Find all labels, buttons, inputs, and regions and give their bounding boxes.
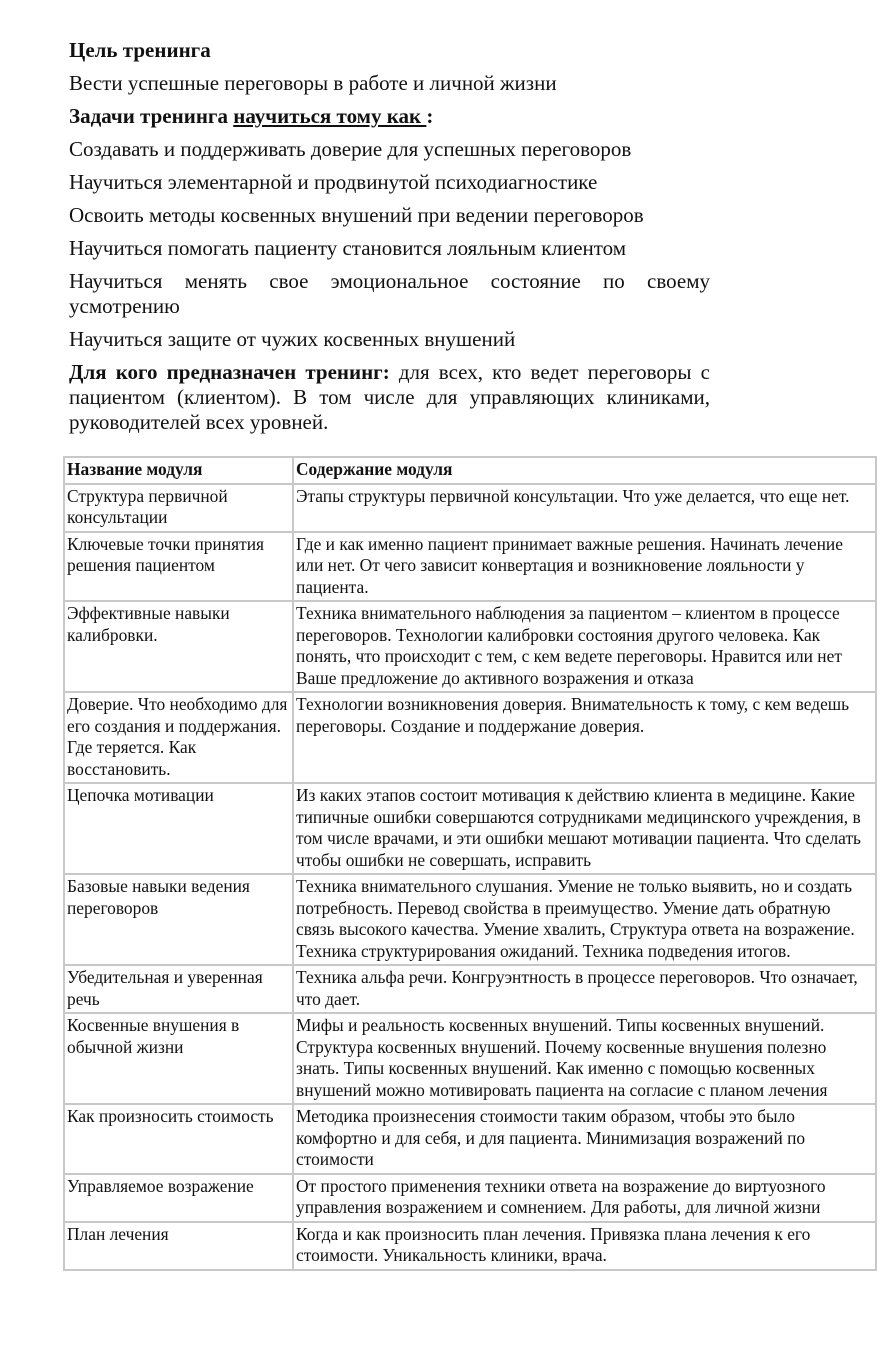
table-row xyxy=(64,601,876,692)
module-name-cell: Ключевые точки принятия решения пациентом xyxy=(64,532,293,602)
module-name-cell: Цепочка мотивации xyxy=(64,783,293,874)
goal-text: Вести успешные переговоры в работе и личной жизни xyxy=(69,71,557,95)
table-header-row xyxy=(64,457,876,484)
column-header-module-name: Название модуля xyxy=(64,457,293,484)
table-row xyxy=(64,692,876,783)
task-item: Научиться защите от чужих косвенных внушений xyxy=(69,327,516,351)
tasks-heading-prefix: Задачи тренинга xyxy=(69,104,234,128)
table-row xyxy=(64,1013,876,1104)
table-row xyxy=(64,874,876,965)
module-content-cell: Техника внимательного слушания. Умение не только выявить, но и создать потребность. Перевод свойства в преимущество. Умение дать обратную связь высокого качества. Умение хвалить, Структура ответа на возражение. Техника структурирования ожиданий. Техника подведения итогов. xyxy=(293,874,876,965)
module-content-cell: Из каких этапов состоит мотивация к действию клиента в медицине. Какие типичные ошибки совершаются сотрудниками медицинского учреждения, в том числе врачами, и эти ошибки мешают мотивации пациента. Что сделать чтобы ошибки не совершать, исправить xyxy=(293,783,876,874)
module-name-cell: Убедительная и уверенная речь xyxy=(64,965,293,1013)
table-row xyxy=(64,783,876,874)
module-content-cell: Мифы и реальность косвенных внушений. Типы косвенных внушений. Структура косвенных внушений. Почему косвенные внушения полезно знать. Типы косвенных внушений. Как именно с помощью косвенных внушений можно мотивировать пациента на согласие с планом лечения xyxy=(293,1013,876,1104)
module-name-cell: План лечения xyxy=(64,1222,293,1270)
tasks-heading-underlined: научиться тому как xyxy=(233,104,427,128)
module-name-cell: Базовые навыки ведения переговоров xyxy=(64,874,293,965)
module-name-cell: Косвенные внушения в обычной жизни xyxy=(64,1013,293,1104)
intro-section xyxy=(69,38,710,443)
task-item: Научиться менять свое эмоциональное состояние по своему усмотрению xyxy=(69,269,710,318)
table-row xyxy=(64,1174,876,1222)
module-content-cell: Где и как именно пациент принимает важные решения. Начинать лечение или нет. От чего зависит конвертация и возникновение лояльности у пациента. xyxy=(293,532,876,602)
module-name-cell: Эффективные навыки калибровки. xyxy=(64,601,293,692)
module-content-cell: Когда и как произносить план лечения. Привязка плана лечения к его стоимости. Уникальность клиники, врача. xyxy=(293,1222,876,1270)
table-row xyxy=(64,1222,876,1270)
tasks-heading xyxy=(69,104,710,129)
task-item: Создавать и поддерживать доверие для успешных переговоров xyxy=(69,137,632,161)
task-item: Научиться элементарной и продвинутой психодиагностике xyxy=(69,170,598,194)
module-content-cell: Этапы структуры первичной консультации. Что уже делается, что еще нет. xyxy=(293,484,876,532)
task-item: Научиться помогать пациенту становится лояльным клиентом xyxy=(69,236,627,260)
module-name-cell: Структура первичной консультации xyxy=(64,484,293,532)
audience-heading: Для кого предназначен тренинг: xyxy=(69,360,390,384)
module-content-cell: Технологии возникновения доверия. Внимательность к тому, с кем ведешь переговоры. Создание и поддержание доверия. xyxy=(293,692,876,783)
module-name-cell: Управляемое возражение xyxy=(64,1174,293,1222)
module-content-cell: Методика произнесения стоимости таким образом, чтобы это было комфортно и для себя, и для пациента. Минимизация возражений по стоимости xyxy=(293,1104,876,1174)
table-row xyxy=(64,532,876,602)
column-header-module-content: Содержание модуля xyxy=(293,457,876,484)
table-row xyxy=(64,484,876,532)
table-row xyxy=(64,965,876,1013)
module-content-cell: Техника внимательного наблюдения за пациентом – клиентом в процессе переговоров. Технологии калибровки состояния другого человека. Как понять, что происходит с тем, с кем ведете переговоры. Нравится или нет Ваше предложение до активного возражения и отказа xyxy=(293,601,876,692)
modules-table xyxy=(63,456,877,1271)
module-name-cell: Как произносить стоимость xyxy=(64,1104,293,1174)
audience-paragraph xyxy=(69,360,710,435)
audience-text: для всех, кто ведет переговоры с пациентом (клиентом). В том числе для управляющих клиниками, руководителей всех уровней. xyxy=(69,360,710,434)
module-name-cell: Доверие. Что необходимо для его создания и поддержания. Где теряется. Как восстановить. xyxy=(64,692,293,783)
module-content-cell: Техника альфа речи. Конгруэнтность в процессе переговоров. Что означает, что дает. xyxy=(293,965,876,1013)
table-row xyxy=(64,1104,876,1174)
task-item: Освоить методы косвенных внушений при ведении переговоров xyxy=(69,203,644,227)
tasks-heading-suffix: : xyxy=(426,104,434,128)
goal-heading: Цель тренинга xyxy=(69,38,211,62)
module-content-cell: От простого применения техники ответа на возражение до виртуозного управления возражением и сомнением. Для работы, для личной жизни xyxy=(293,1174,876,1222)
